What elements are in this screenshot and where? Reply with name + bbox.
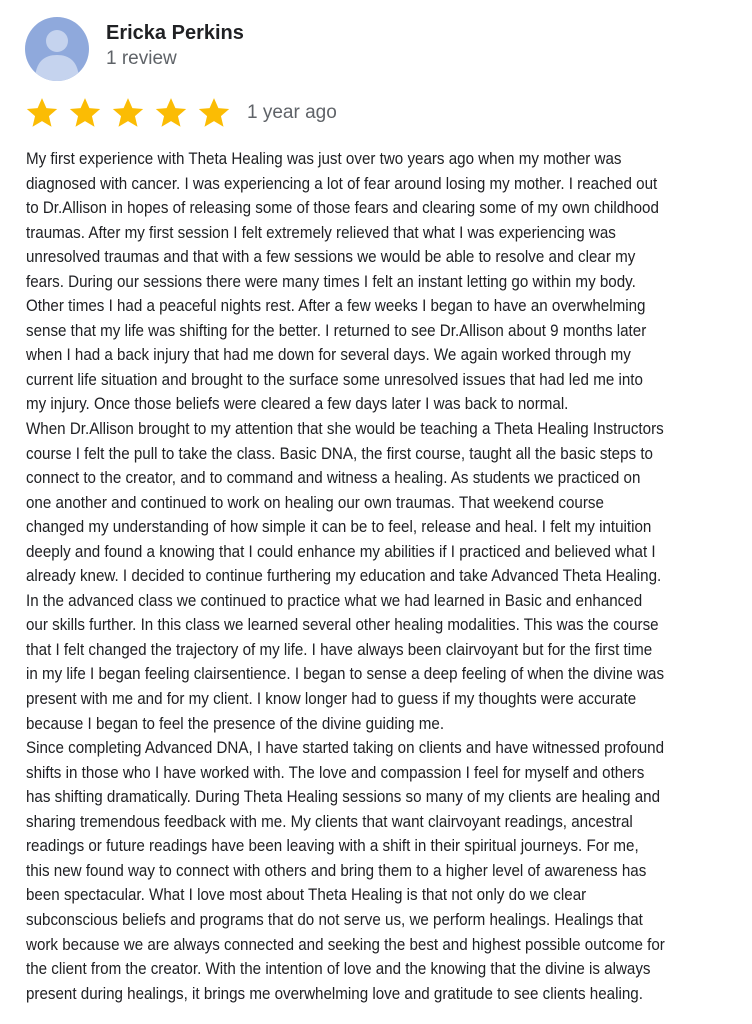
review-line: course I felt the pull to take the class. Basic DNA, the first course, taught all the basic steps to [26,444,653,463]
review-line: sharing tremendous feedback with me. My clients that want clairvoyant readings, ancestral [26,812,633,831]
review-line: changed my understanding of how simple it can be to feel, release and heal. I felt my intuition [26,518,652,537]
star-icon [197,96,231,130]
review-line: because I began to feel the presence of the divine guiding me. [26,714,445,733]
review-line: shifts in those who I have worked with. The love and compassion I feel for myself and others [26,763,645,782]
review-line: already knew. I decided to continue furthering my education and take Advanced Theta Healing. [26,567,662,586]
review-line: my injury. Once those beliefs were cleared a few days later I was back to normal. [26,395,569,414]
review-line: deeply and found a knowing that I could enhance my abilities if I practiced and believed what I [26,542,656,561]
review-count: 1 review [106,48,177,69]
review-line: to Dr.Allison in hopes of releasing some of those fears and clearing some of my own childhood [26,199,659,218]
review-line: diagnosed with cancer. I was experiencing a lot of fear around losing my mother. I reached out [26,174,658,193]
review-line: this new found way to connect with others and bring them to a higher level of awareness has [26,861,647,880]
review-line: unresolved traumas and that with a few sessions we would be able to resolve and clear my [26,248,636,267]
review-line: In the advanced class we continued to practice what we had learned in Basic and enhanced [26,591,643,610]
review-line: present with me and for my client. I know longer had to guess if my thoughts were accurate [26,690,637,709]
review-line: when I had a back injury that had me down for several days. We again worked through my [26,346,631,365]
star-rating [25,96,231,130]
star-icon [68,96,102,130]
person-icon [25,17,89,81]
reviewer-name[interactable]: Ericka Perkins [106,22,244,44]
review-time: 1 year ago [247,102,337,123]
review-line: current life situation and brought to the surface some unresolved issues that had led me into [26,370,643,389]
review-line: sense that my life was shifting for the better. I returned to see Dr.Allison about 9 months later [26,321,647,340]
avatar[interactable] [25,17,89,81]
review-line: traumas. After my first session I felt extremely relieved that what I was experiencing was [26,223,616,242]
star-icon [25,96,59,130]
review-line: been spectacular. What I love most about Theta Healing is that not only do we clear [26,886,587,905]
review-line: in my life I began feeling clairsentience. I began to sense a deep feeling of when the divine was [26,665,665,684]
review-text [26,147,692,1006]
review-line: When Dr.Allison brought to my attention that she would be teaching a Theta Healing Instructors [26,420,664,439]
review-line: fears. During our sessions there were many times I felt an instant letting go within my body. [26,272,636,291]
star-icon [111,96,145,130]
review-line: one another and continued to work on healing our own traumas. That weekend course [26,493,604,512]
review-line: that I felt changed the trajectory of my life. I have always been clairvoyant but for the first time [26,640,653,659]
star-icon [154,96,188,130]
review-line: subconscious beliefs and programs that do not serve us, we perform healings. Healings that [26,910,643,929]
review-line: has shifting dramatically. During Theta Healing sessions so many of my clients are healing and [26,788,661,807]
review-line: readings or future readings have been leaving with a shift in their spiritual journeys. For me, [26,837,639,856]
review-line: Other times I had a peaceful nights rest. After a few weeks I began to have an overwhelming [26,297,646,316]
review-line: our skills further. In this class we learned several other healing modalities. This was the course [26,616,659,635]
review-line: connect to the creator, and to command and witness a healing. As students we practiced on [26,469,641,488]
review-line: My first experience with Theta Healing was just over two years ago when my mother was [26,150,622,168]
review-line: present during healings, it brings me overwhelming love and gratitude to see clients healing. [26,984,643,1003]
review-line: work because we are always connected and seeking the best and highest possible outcome for [26,935,665,954]
review-line: the client from the creator. With the intention of love and the knowing that the divine is always [26,960,651,979]
review-line: Since completing Advanced DNA, I have started taking on clients and have witnessed profound [26,739,665,758]
